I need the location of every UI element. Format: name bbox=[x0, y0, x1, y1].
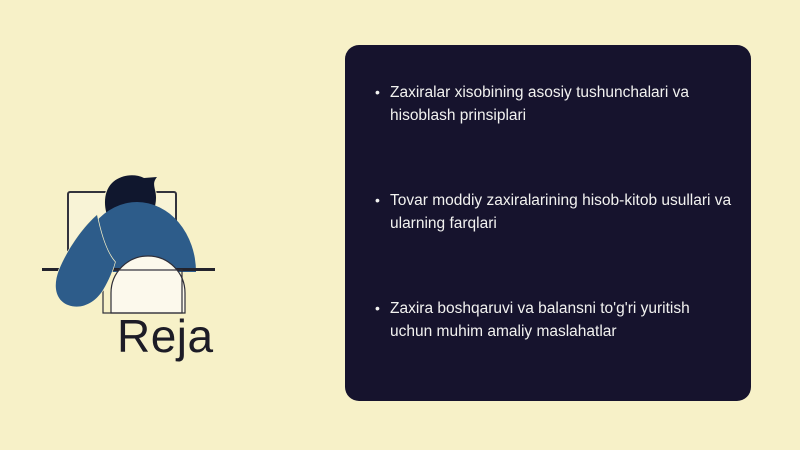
person-at-computer-illustration bbox=[35, 165, 235, 315]
agenda-bullet-text: Tovar moddiy zaxiralarining hisob-kitob usullari va ularning farqlari bbox=[390, 192, 732, 232]
agenda-card bbox=[345, 45, 751, 401]
agenda-bullet bbox=[375, 297, 737, 343]
agenda-bullet bbox=[375, 81, 737, 127]
bullet-icon: • bbox=[375, 84, 380, 100]
bullet-icon: • bbox=[375, 192, 380, 208]
slide-title: Reja bbox=[117, 310, 214, 362]
person-at-computer-icon bbox=[35, 165, 235, 315]
agenda-bullet-text: Zaxira boshqaruvi va balansni to'g'ri yuritish uchun muhim amaliy maslahatlar bbox=[390, 300, 690, 340]
bullet-icon: • bbox=[375, 300, 380, 316]
agenda-bullet bbox=[375, 189, 737, 235]
agenda-bullet-text: Zaxiralar xisobining asosiy tushunchalari va hisoblash prinsiplari bbox=[390, 84, 689, 124]
